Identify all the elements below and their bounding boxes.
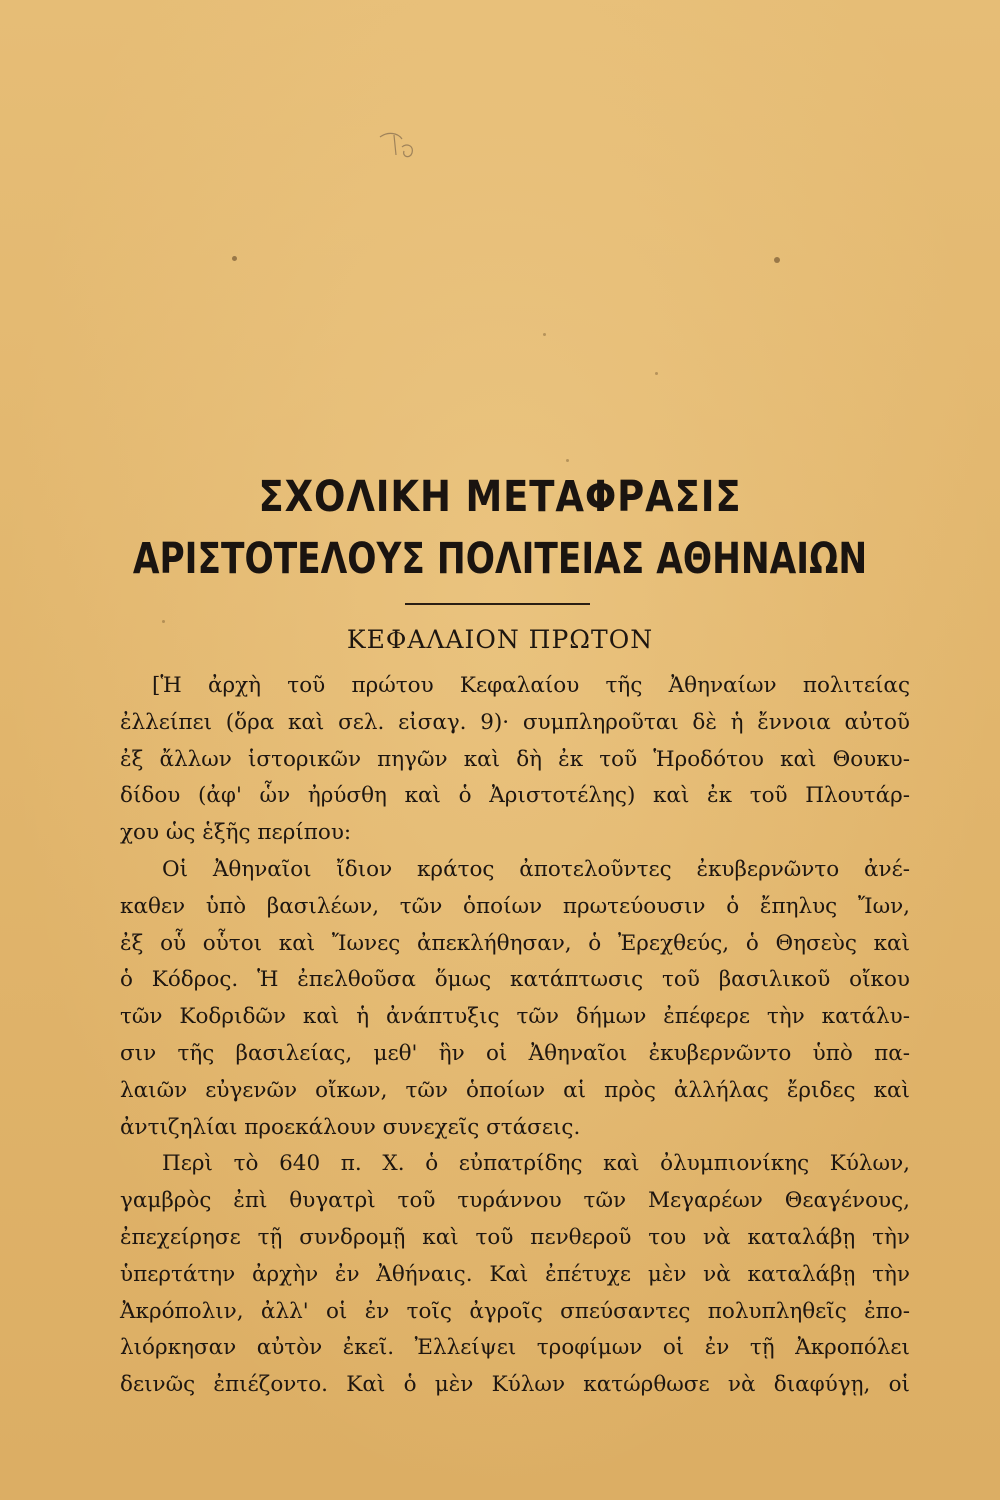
text-line: ἐλλείπει (ὅρα καὶ σελ. εἰσαγ. 9)· συμπληροῦται δὲ ἡ ἔννοια αὐτοῦ (120, 709, 910, 735)
text-line: λιόρκησαν αὐτὸν ἐκεῖ. Ἐλλείψει τροφίμων οἱ ἐν τῇ Ἀκροπόλει (120, 1335, 910, 1361)
paper-speck (232, 256, 237, 261)
text-line: ἐξ οὗ οὗτοι καὶ Ἴωνες ἀπεκλήθησαν, ὁ Ἐρεχθεύς, ὁ Θησεὺς καὶ (120, 930, 910, 956)
text-line: Περὶ τὸ 640 π. Χ. ὁ εὐπατρίδης καὶ ὀλυμπιονίκης Κύλων, (162, 1151, 910, 1177)
text-line: δεινῶς ἐπιέζοντο. Καὶ ὁ μὲν Κύλων κατώρθωσε νὰ διαφύγῃ, οἱ (120, 1372, 910, 1398)
text-line: τῶν Κοδριδῶν καὶ ἡ ἀνάπτυξις τῶν δήμων ἐπέφερε τὴν κατάλυ- (120, 1004, 910, 1030)
text-line: Ἀκρόπολιν, ἀλλ' οἱ ἐν τοῖς ἀγροῖς σπεύσαντες πολυπληθεῖς ἐπο- (120, 1298, 910, 1324)
book-title: ΣΧΟΛΙΚΗ ΜΕΤΑΦΡΑΣΙΣ (258, 472, 742, 522)
paper-speck (655, 372, 658, 375)
text-line: σιν τῆς βασιλείας, μεθ' ἣν οἱ Ἀθηναῖοι ἐκυβερνῶντο ὑπὸ πα- (120, 1040, 910, 1066)
chapter-heading: ΚΕΦΑΛΑΙΟΝ ΠΡΩΤΟΝ (346, 625, 654, 654)
paper-speck (543, 333, 546, 336)
text-line: λαιῶν εὐγενῶν οἴκων, τῶν ὁποίων αἱ πρὸς ἀλλήλας ἔριδες καὶ (120, 1077, 910, 1103)
text-line: ὁ Κόδρος. Ἡ ἐπελθοῦσα ὅμως κατάπτωσις τοῦ βασιλικοῦ οἴκου (120, 967, 910, 993)
paper-speck (566, 459, 569, 462)
body-text (120, 668, 910, 1404)
text-line: ἀντιζηλίαι προεκάλουν συνεχεῖς στάσεις. (120, 1114, 581, 1140)
title-divider (405, 603, 590, 605)
text-line: Οἱ Ἀθηναῖοι ἴδιον κράτος ἀποτελοῦντες ἐκυβερνῶντο ἀνέ- (162, 856, 910, 882)
paper-speck (774, 257, 780, 263)
text-line: ἐπεχείρησε τῇ συνδρομῇ καὶ τοῦ πενθεροῦ του νὰ καταλάβῃ τὴν (120, 1224, 910, 1250)
text-line: δίδου (ἀφ' ὧν ἠρύσθη καὶ ὁ Ἀριστοτέλης) καὶ ἐκ τοῦ Πλουτάρ- (120, 783, 910, 809)
text-line: χου ὡς ἑξῆς περίπου: (120, 820, 352, 846)
text-line: ὑπερτάτην ἀρχὴν ἐν Ἀθήναις. Καὶ ἐπέτυχε μὲν νὰ καταλάβῃ τὴν (120, 1261, 910, 1287)
text-line: [Ἡ ἀρχὴ τοῦ πρώτου Κεφαλαίου τῆς Ἀθηναίων πολιτείας (152, 673, 910, 698)
text-line: γαμβρὸς ἐπὶ θυγατρὶ τοῦ τυράννου τῶν Μεγαρέων Θεαγένους, (120, 1188, 910, 1214)
text-line: καθεν ὑπὸ βασιλέων, τῶν ὁποίων πρωτεύουσιν ὁ ἔπηλυς Ἴων, (120, 893, 910, 919)
pencil-mark-icon (372, 125, 432, 165)
paper-speck (162, 620, 165, 623)
text-line: ἐξ ἄλλων ἱστορικῶν πηγῶν καὶ δὴ ἐκ τοῦ Ἡροδότου καὶ Θουκυ- (120, 746, 910, 772)
book-subtitle: ΑΡΙΣΤΟΤΕΛΟΥΣ ΠΟΛΙΤΕΙΑΣ ΑΘΗΝΑΙΩΝ (132, 534, 868, 584)
